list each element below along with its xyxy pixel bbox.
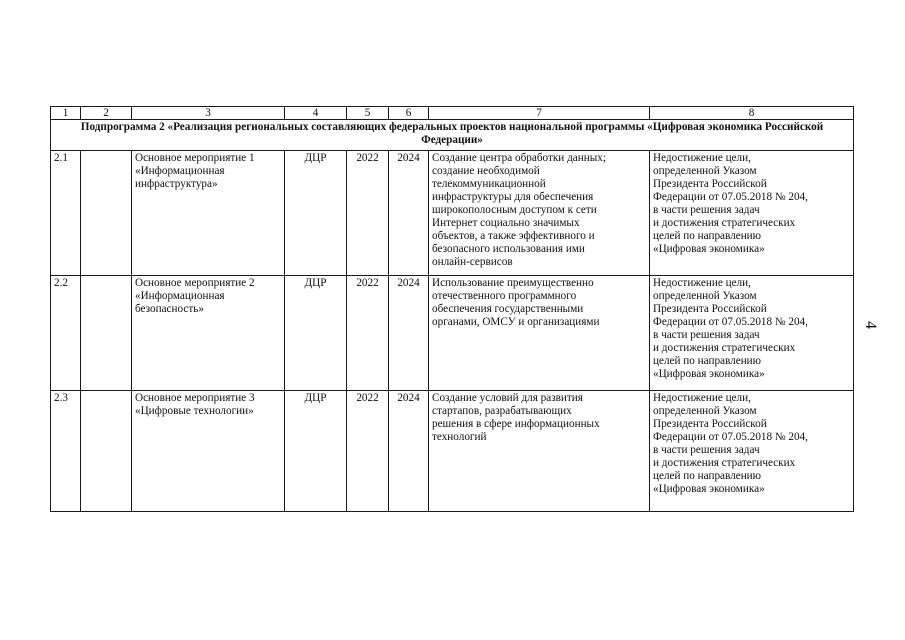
- column-header-6: 6: [389, 107, 429, 120]
- row-col2: [81, 391, 132, 512]
- column-header-5: 5: [347, 107, 389, 120]
- row-start-year: 2022: [347, 151, 389, 276]
- row-result: Создание условий для развития стартапов, разрабатывающих решения в сфере информационных технологий: [429, 391, 650, 512]
- column-header-8: 8: [650, 107, 854, 120]
- row-end-year: 2024: [389, 276, 429, 391]
- row-end-year: 2024: [389, 151, 429, 276]
- row-consequence: Недостижение цели, определенной Указом Президента Российской Федерации от 07.05.2018 № 204, в части решения задач и достижения стратегических целей по направлению «Цифровая экономика»: [650, 151, 854, 276]
- row-number: 2.2: [51, 276, 81, 391]
- row-event: Основное мероприятие 1 «Информационная инфраструктура»: [132, 151, 285, 276]
- page-number: 4: [862, 321, 879, 329]
- column-header-3: 3: [132, 107, 285, 120]
- row-executor: ДЦР: [285, 391, 347, 512]
- subprogram-title: Подпрограмма 2 «Реализация региональных составляющих федеральных проектов национальной программы «Цифровая экономика Российской Федерации»: [51, 120, 854, 151]
- row-number: 2.3: [51, 391, 81, 512]
- column-header-2: 2: [81, 107, 132, 120]
- row-event: Основное мероприятие 3 «Цифровые технологии»: [132, 391, 285, 512]
- row-consequence: Недостижение цели, определенной Указом Президента Российской Федерации от 07.05.2018 № 204, в части решения задач и достижения стратегических целей по направлению «Цифровая экономика»: [650, 276, 854, 391]
- program-table: [50, 106, 854, 512]
- row-start-year: 2022: [347, 276, 389, 391]
- column-header-7: 7: [429, 107, 650, 120]
- row-executor: ДЦР: [285, 276, 347, 391]
- column-header-1: 1: [51, 107, 81, 120]
- row-result: Использование преимущественно отечественного программного обеспечения государственными органами, ОМСУ и организациями: [429, 276, 650, 391]
- row-result: Создание центра обработки данных; создание необходимой телекоммуникационной инфраструктуры для обеспечения широкополосным доступом к сети Интернет социально значимых объектов, а также эффективного и безопасного использования ими онлайн-сервисов: [429, 151, 650, 276]
- table-row: [51, 391, 854, 512]
- column-header-4: 4: [285, 107, 347, 120]
- row-col2: [81, 276, 132, 391]
- row-event: Основное мероприятие 2 «Информационная безопасность»: [132, 276, 285, 391]
- row-consequence: Недостижение цели, определенной Указом Президента Российской Федерации от 07.05.2018 № 204, в части решения задач и достижения стратегических целей по направлению «Цифровая экономика»: [650, 391, 854, 512]
- row-executor: ДЦР: [285, 151, 347, 276]
- column-number-row: [51, 107, 854, 120]
- row-start-year: 2022: [347, 391, 389, 512]
- row-number: 2.1: [51, 151, 81, 276]
- row-end-year: 2024: [389, 391, 429, 512]
- subprogram-row: [51, 120, 854, 151]
- table-row: [51, 276, 854, 391]
- table-row: [51, 151, 854, 276]
- row-col2: [81, 151, 132, 276]
